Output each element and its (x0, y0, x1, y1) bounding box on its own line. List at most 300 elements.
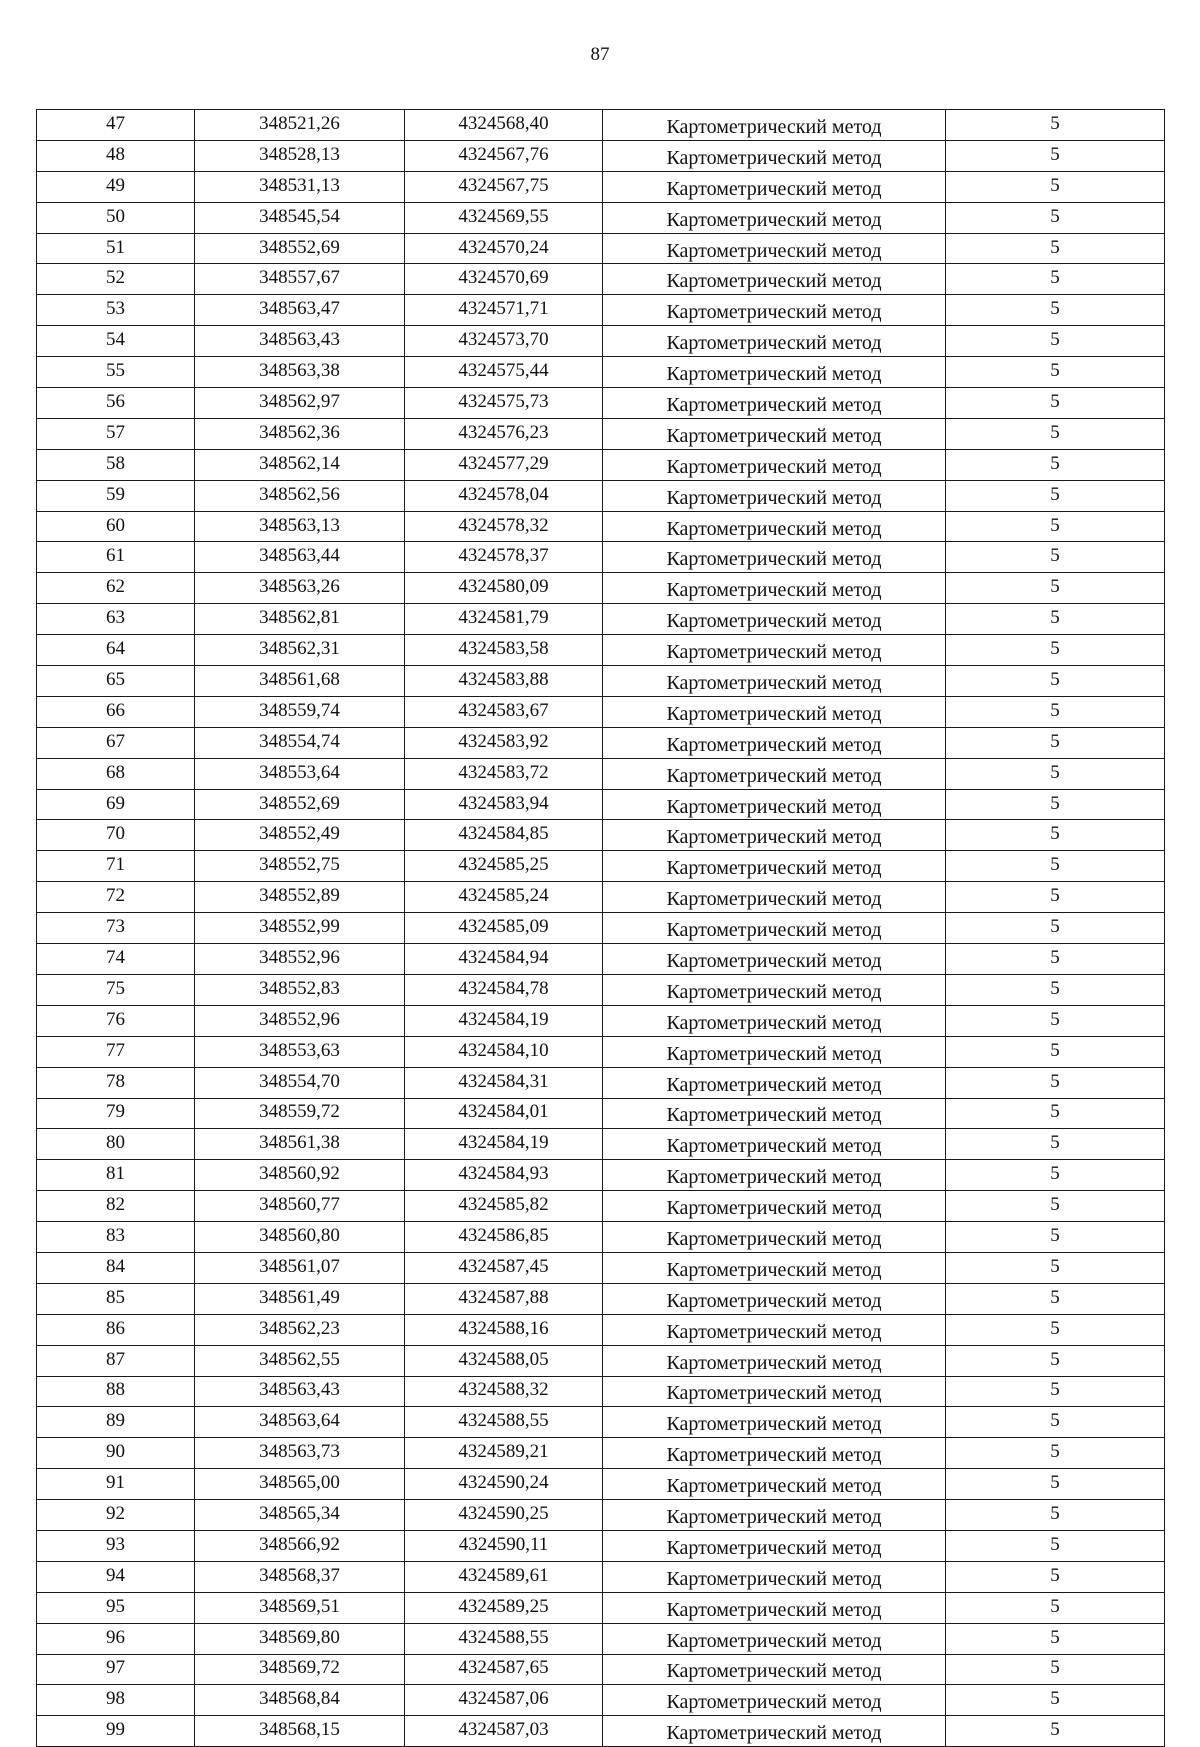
y-coordinate-cell: 4324588,05 (405, 1345, 603, 1376)
x-coordinate-cell: 348561,07 (195, 1252, 405, 1283)
y-coordinate-cell: 4324570,69 (405, 264, 603, 295)
accuracy-cell: 5 (946, 820, 1165, 851)
point-number-cell: 98 (37, 1685, 195, 1716)
point-number-cell: 71 (37, 851, 195, 882)
y-coordinate-cell: 4324576,23 (405, 418, 603, 449)
x-coordinate-cell: 348553,63 (195, 1036, 405, 1067)
y-coordinate-cell: 4324571,71 (405, 295, 603, 326)
table-row (37, 666, 1165, 697)
table-row (37, 1067, 1165, 1098)
x-coordinate-cell: 348569,80 (195, 1623, 405, 1654)
accuracy-cell: 5 (946, 1036, 1165, 1067)
accuracy-cell: 5 (946, 727, 1165, 758)
method-cell: Картометрический метод (603, 604, 946, 635)
y-coordinate-cell: 4324583,94 (405, 789, 603, 820)
table-row (37, 1005, 1165, 1036)
y-coordinate-cell: 4324569,55 (405, 202, 603, 233)
point-number-cell: 86 (37, 1314, 195, 1345)
point-number-cell: 49 (37, 171, 195, 202)
table-row (37, 418, 1165, 449)
y-coordinate-cell: 4324584,01 (405, 1098, 603, 1129)
table-row (37, 1376, 1165, 1407)
accuracy-cell: 5 (946, 295, 1165, 326)
accuracy-cell: 5 (946, 1252, 1165, 1283)
point-number-cell: 83 (37, 1222, 195, 1253)
y-coordinate-cell: 4324575,44 (405, 357, 603, 388)
accuracy-cell: 5 (946, 1345, 1165, 1376)
y-coordinate-cell: 4324590,25 (405, 1500, 603, 1531)
point-number-cell: 65 (37, 666, 195, 697)
accuracy-cell: 5 (946, 1592, 1165, 1623)
point-number-cell: 56 (37, 388, 195, 419)
method-cell: Картометрический метод (603, 1592, 946, 1623)
accuracy-cell: 5 (946, 264, 1165, 295)
accuracy-cell: 5 (946, 974, 1165, 1005)
method-cell: Картометрический метод (603, 542, 946, 573)
table-row (37, 1283, 1165, 1314)
point-number-cell: 97 (37, 1654, 195, 1685)
x-coordinate-cell: 348563,43 (195, 1376, 405, 1407)
accuracy-cell: 5 (946, 666, 1165, 697)
accuracy-cell: 5 (946, 1407, 1165, 1438)
x-coordinate-cell: 348554,74 (195, 727, 405, 758)
x-coordinate-cell: 348563,38 (195, 357, 405, 388)
table-row (37, 202, 1165, 233)
point-number-cell: 55 (37, 357, 195, 388)
point-number-cell: 68 (37, 758, 195, 789)
y-coordinate-cell: 4324590,11 (405, 1530, 603, 1561)
y-coordinate-cell: 4324578,32 (405, 511, 603, 542)
point-number-cell: 94 (37, 1561, 195, 1592)
point-number-cell: 79 (37, 1098, 195, 1129)
method-cell: Картометрический метод (603, 696, 946, 727)
x-coordinate-cell: 348568,37 (195, 1561, 405, 1592)
point-number-cell: 93 (37, 1530, 195, 1561)
point-number-cell: 82 (37, 1191, 195, 1222)
point-number-cell: 89 (37, 1407, 195, 1438)
method-cell: Картометрический метод (603, 1530, 946, 1561)
y-coordinate-cell: 4324587,06 (405, 1685, 603, 1716)
accuracy-cell: 5 (946, 635, 1165, 666)
table-row (37, 110, 1165, 141)
point-number-cell: 58 (37, 449, 195, 480)
accuracy-cell: 5 (946, 944, 1165, 975)
y-coordinate-cell: 4324584,19 (405, 1005, 603, 1036)
x-coordinate-cell: 348552,99 (195, 913, 405, 944)
method-cell: Картометрический метод (603, 1005, 946, 1036)
x-coordinate-cell: 348552,83 (195, 974, 405, 1005)
y-coordinate-cell: 4324583,58 (405, 635, 603, 666)
table-row (37, 233, 1165, 264)
x-coordinate-cell: 348561,38 (195, 1129, 405, 1160)
accuracy-cell: 5 (946, 233, 1165, 264)
table-row (37, 944, 1165, 975)
table-row (37, 1469, 1165, 1500)
y-coordinate-cell: 4324583,67 (405, 696, 603, 727)
y-coordinate-cell: 4324570,24 (405, 233, 603, 264)
accuracy-cell: 5 (946, 1561, 1165, 1592)
point-number-cell: 69 (37, 789, 195, 820)
point-number-cell: 95 (37, 1592, 195, 1623)
accuracy-cell: 5 (946, 1530, 1165, 1561)
x-coordinate-cell: 348559,72 (195, 1098, 405, 1129)
table-row (37, 851, 1165, 882)
accuracy-cell: 5 (946, 511, 1165, 542)
method-cell: Картометрический метод (603, 1469, 946, 1500)
accuracy-cell: 5 (946, 1283, 1165, 1314)
method-cell: Картометрический метод (603, 666, 946, 697)
accuracy-cell: 5 (946, 542, 1165, 573)
x-coordinate-cell: 348531,13 (195, 171, 405, 202)
table-row (37, 696, 1165, 727)
x-coordinate-cell: 348562,31 (195, 635, 405, 666)
x-coordinate-cell: 348565,34 (195, 1500, 405, 1531)
method-cell: Картометрический метод (603, 1685, 946, 1716)
method-cell: Картометрический метод (603, 1438, 946, 1469)
point-number-cell: 73 (37, 913, 195, 944)
point-number-cell: 53 (37, 295, 195, 326)
point-number-cell: 96 (37, 1623, 195, 1654)
x-coordinate-cell: 348559,74 (195, 696, 405, 727)
accuracy-cell: 5 (946, 1685, 1165, 1716)
x-coordinate-cell: 348563,26 (195, 573, 405, 604)
method-cell: Картометрический метод (603, 357, 946, 388)
point-number-cell: 90 (37, 1438, 195, 1469)
accuracy-cell: 5 (946, 1716, 1165, 1747)
y-coordinate-cell: 4324567,76 (405, 140, 603, 171)
coordinates-table-body (37, 110, 1165, 1747)
point-number-cell: 57 (37, 418, 195, 449)
accuracy-cell: 5 (946, 1654, 1165, 1685)
table-row (37, 882, 1165, 913)
accuracy-cell: 5 (946, 326, 1165, 357)
table-row (37, 1191, 1165, 1222)
x-coordinate-cell: 348562,55 (195, 1345, 405, 1376)
point-number-cell: 51 (37, 233, 195, 264)
x-coordinate-cell: 348565,00 (195, 1469, 405, 1500)
method-cell: Картометрический метод (603, 789, 946, 820)
accuracy-cell: 5 (946, 789, 1165, 820)
point-number-cell: 99 (37, 1716, 195, 1747)
accuracy-cell: 5 (946, 851, 1165, 882)
accuracy-cell: 5 (946, 1376, 1165, 1407)
x-coordinate-cell: 348562,81 (195, 604, 405, 635)
table-row (37, 1036, 1165, 1067)
point-number-cell: 92 (37, 1500, 195, 1531)
table-row (37, 1623, 1165, 1654)
y-coordinate-cell: 4324587,65 (405, 1654, 603, 1685)
method-cell: Картометрический метод (603, 1716, 946, 1747)
table-row (37, 1098, 1165, 1129)
point-number-cell: 66 (37, 696, 195, 727)
y-coordinate-cell: 4324578,37 (405, 542, 603, 573)
table-row (37, 974, 1165, 1005)
table-row (37, 1407, 1165, 1438)
method-cell: Картометрический метод (603, 573, 946, 604)
table-row (37, 1314, 1165, 1345)
x-coordinate-cell: 348563,47 (195, 295, 405, 326)
method-cell: Картометрический метод (603, 1407, 946, 1438)
method-cell: Картометрический метод (603, 944, 946, 975)
table-row (37, 542, 1165, 573)
table-row (37, 1716, 1165, 1747)
accuracy-cell: 5 (946, 913, 1165, 944)
x-coordinate-cell: 348560,77 (195, 1191, 405, 1222)
method-cell: Картометрический метод (603, 264, 946, 295)
x-coordinate-cell: 348563,73 (195, 1438, 405, 1469)
table-row (37, 511, 1165, 542)
x-coordinate-cell: 348554,70 (195, 1067, 405, 1098)
x-coordinate-cell: 348562,14 (195, 449, 405, 480)
point-number-cell: 48 (37, 140, 195, 171)
x-coordinate-cell: 348569,51 (195, 1592, 405, 1623)
y-coordinate-cell: 4324585,24 (405, 882, 603, 913)
x-coordinate-cell: 348561,49 (195, 1283, 405, 1314)
method-cell: Картометрический метод (603, 511, 946, 542)
method-cell: Картометрический метод (603, 1160, 946, 1191)
point-number-cell: 60 (37, 511, 195, 542)
accuracy-cell: 5 (946, 171, 1165, 202)
table-row (37, 604, 1165, 635)
method-cell: Картометрический метод (603, 449, 946, 480)
method-cell: Картометрический метод (603, 635, 946, 666)
x-coordinate-cell: 348552,69 (195, 233, 405, 264)
x-coordinate-cell: 348562,36 (195, 418, 405, 449)
point-number-cell: 75 (37, 974, 195, 1005)
accuracy-cell: 5 (946, 1469, 1165, 1500)
y-coordinate-cell: 4324588,55 (405, 1623, 603, 1654)
method-cell: Картометрический метод (603, 1314, 946, 1345)
accuracy-cell: 5 (946, 1067, 1165, 1098)
x-coordinate-cell: 348562,97 (195, 388, 405, 419)
x-coordinate-cell: 348562,56 (195, 480, 405, 511)
accuracy-cell: 5 (946, 1222, 1165, 1253)
method-cell: Картометрический метод (603, 326, 946, 357)
table-row (37, 326, 1165, 357)
table-row (37, 573, 1165, 604)
x-coordinate-cell: 348561,68 (195, 666, 405, 697)
y-coordinate-cell: 4324584,94 (405, 944, 603, 975)
y-coordinate-cell: 4324587,45 (405, 1252, 603, 1283)
accuracy-cell: 5 (946, 604, 1165, 635)
x-coordinate-cell: 348563,64 (195, 1407, 405, 1438)
method-cell: Картометрический метод (603, 1191, 946, 1222)
table-row (37, 758, 1165, 789)
table-row (37, 1500, 1165, 1531)
y-coordinate-cell: 4324587,88 (405, 1283, 603, 1314)
accuracy-cell: 5 (946, 1438, 1165, 1469)
x-coordinate-cell: 348563,44 (195, 542, 405, 573)
accuracy-cell: 5 (946, 758, 1165, 789)
x-coordinate-cell: 348552,89 (195, 882, 405, 913)
x-coordinate-cell: 348552,69 (195, 789, 405, 820)
point-number-cell: 54 (37, 326, 195, 357)
method-cell: Картометрический метод (603, 851, 946, 882)
point-number-cell: 70 (37, 820, 195, 851)
x-coordinate-cell: 348545,54 (195, 202, 405, 233)
method-cell: Картометрический метод (603, 1561, 946, 1592)
method-cell: Картометрический метод (603, 1623, 946, 1654)
table-row (37, 1438, 1165, 1469)
table-row (37, 1561, 1165, 1592)
y-coordinate-cell: 4324573,70 (405, 326, 603, 357)
accuracy-cell: 5 (946, 418, 1165, 449)
table-row (37, 913, 1165, 944)
method-cell: Картометрический метод (603, 480, 946, 511)
method-cell: Картометрический метод (603, 202, 946, 233)
page-number: 87 (590, 44, 610, 65)
method-cell: Картометрический метод (603, 1098, 946, 1129)
accuracy-cell: 5 (946, 1005, 1165, 1036)
point-number-cell: 91 (37, 1469, 195, 1500)
accuracy-cell: 5 (946, 573, 1165, 604)
y-coordinate-cell: 4324589,21 (405, 1438, 603, 1469)
table-row (37, 1592, 1165, 1623)
y-coordinate-cell: 4324589,61 (405, 1561, 603, 1592)
table-row (37, 295, 1165, 326)
method-cell: Картометрический метод (603, 1252, 946, 1283)
method-cell: Картометрический метод (603, 1222, 946, 1253)
y-coordinate-cell: 4324584,31 (405, 1067, 603, 1098)
table-row (37, 171, 1165, 202)
x-coordinate-cell: 348562,23 (195, 1314, 405, 1345)
table-row (37, 1129, 1165, 1160)
accuracy-cell: 5 (946, 480, 1165, 511)
y-coordinate-cell: 4324577,29 (405, 449, 603, 480)
method-cell: Картометрический метод (603, 295, 946, 326)
table-row (37, 635, 1165, 666)
point-number-cell: 62 (37, 573, 195, 604)
accuracy-cell: 5 (946, 388, 1165, 419)
x-coordinate-cell: 348560,80 (195, 1222, 405, 1253)
method-cell: Картометрический метод (603, 1376, 946, 1407)
table-row (37, 1160, 1165, 1191)
table-row (37, 1654, 1165, 1685)
y-coordinate-cell: 4324588,16 (405, 1314, 603, 1345)
accuracy-cell: 5 (946, 1098, 1165, 1129)
x-coordinate-cell: 348553,64 (195, 758, 405, 789)
accuracy-cell: 5 (946, 449, 1165, 480)
accuracy-cell: 5 (946, 882, 1165, 913)
method-cell: Картометрический метод (603, 388, 946, 419)
method-cell: Картометрический метод (603, 418, 946, 449)
method-cell: Картометрический метод (603, 140, 946, 171)
point-number-cell: 81 (37, 1160, 195, 1191)
accuracy-cell: 5 (946, 1129, 1165, 1160)
table-row (37, 357, 1165, 388)
y-coordinate-cell: 4324583,92 (405, 727, 603, 758)
table-row (37, 480, 1165, 511)
method-cell: Картометрический метод (603, 1500, 946, 1531)
x-coordinate-cell: 348568,15 (195, 1716, 405, 1747)
point-number-cell: 64 (37, 635, 195, 666)
table-row (37, 388, 1165, 419)
accuracy-cell: 5 (946, 1500, 1165, 1531)
table-row (37, 820, 1165, 851)
table-row (37, 1222, 1165, 1253)
point-number-cell: 52 (37, 264, 195, 295)
y-coordinate-cell: 4324590,24 (405, 1469, 603, 1500)
table-row (37, 449, 1165, 480)
method-cell: Картометрический метод (603, 913, 946, 944)
y-coordinate-cell: 4324584,85 (405, 820, 603, 851)
accuracy-cell: 5 (946, 357, 1165, 388)
table-row (37, 264, 1165, 295)
table-row (37, 1530, 1165, 1561)
x-coordinate-cell: 348568,84 (195, 1685, 405, 1716)
x-coordinate-cell: 348557,67 (195, 264, 405, 295)
method-cell: Картометрический метод (603, 882, 946, 913)
x-coordinate-cell: 348569,72 (195, 1654, 405, 1685)
point-number-cell: 59 (37, 480, 195, 511)
x-coordinate-cell: 348560,92 (195, 1160, 405, 1191)
x-coordinate-cell: 348566,92 (195, 1530, 405, 1561)
accuracy-cell: 5 (946, 140, 1165, 171)
x-coordinate-cell: 348563,43 (195, 326, 405, 357)
y-coordinate-cell: 4324584,19 (405, 1129, 603, 1160)
y-coordinate-cell: 4324585,82 (405, 1191, 603, 1222)
point-number-cell: 88 (37, 1376, 195, 1407)
point-number-cell: 78 (37, 1067, 195, 1098)
method-cell: Картометрический метод (603, 1345, 946, 1376)
y-coordinate-cell: 4324586,85 (405, 1222, 603, 1253)
point-number-cell: 72 (37, 882, 195, 913)
accuracy-cell: 5 (946, 696, 1165, 727)
method-cell: Картометрический метод (603, 820, 946, 851)
accuracy-cell: 5 (946, 1191, 1165, 1222)
accuracy-cell: 5 (946, 202, 1165, 233)
method-cell: Картометрический метод (603, 1283, 946, 1314)
method-cell: Картометрический метод (603, 171, 946, 202)
x-coordinate-cell: 348528,13 (195, 140, 405, 171)
accuracy-cell: 5 (946, 1623, 1165, 1654)
y-coordinate-cell: 4324588,55 (405, 1407, 603, 1438)
y-coordinate-cell: 4324585,09 (405, 913, 603, 944)
y-coordinate-cell: 4324584,10 (405, 1036, 603, 1067)
x-coordinate-cell: 348552,96 (195, 944, 405, 975)
method-cell: Картометрический метод (603, 1067, 946, 1098)
point-number-cell: 61 (37, 542, 195, 573)
y-coordinate-cell: 4324575,73 (405, 388, 603, 419)
accuracy-cell: 5 (946, 1160, 1165, 1191)
y-coordinate-cell: 4324585,25 (405, 851, 603, 882)
y-coordinate-cell: 4324584,78 (405, 974, 603, 1005)
coordinates-table (36, 109, 1165, 1747)
point-number-cell: 76 (37, 1005, 195, 1036)
x-coordinate-cell: 348552,96 (195, 1005, 405, 1036)
method-cell: Картометрический метод (603, 727, 946, 758)
accuracy-cell: 5 (946, 1314, 1165, 1345)
y-coordinate-cell: 4324583,72 (405, 758, 603, 789)
y-coordinate-cell: 4324568,40 (405, 110, 603, 141)
method-cell: Картометрический метод (603, 1036, 946, 1067)
point-number-cell: 67 (37, 727, 195, 758)
y-coordinate-cell: 4324588,32 (405, 1376, 603, 1407)
y-coordinate-cell: 4324581,79 (405, 604, 603, 635)
y-coordinate-cell: 4324584,93 (405, 1160, 603, 1191)
y-coordinate-cell: 4324587,03 (405, 1716, 603, 1747)
table-row (37, 1345, 1165, 1376)
method-cell: Картометрический метод (603, 233, 946, 264)
table-row (37, 789, 1165, 820)
method-cell: Картометрический метод (603, 974, 946, 1005)
method-cell: Картометрический метод (603, 110, 946, 141)
x-coordinate-cell: 348563,13 (195, 511, 405, 542)
x-coordinate-cell: 348552,49 (195, 820, 405, 851)
table-row (37, 727, 1165, 758)
x-coordinate-cell: 348521,26 (195, 110, 405, 141)
accuracy-cell: 5 (946, 110, 1165, 141)
